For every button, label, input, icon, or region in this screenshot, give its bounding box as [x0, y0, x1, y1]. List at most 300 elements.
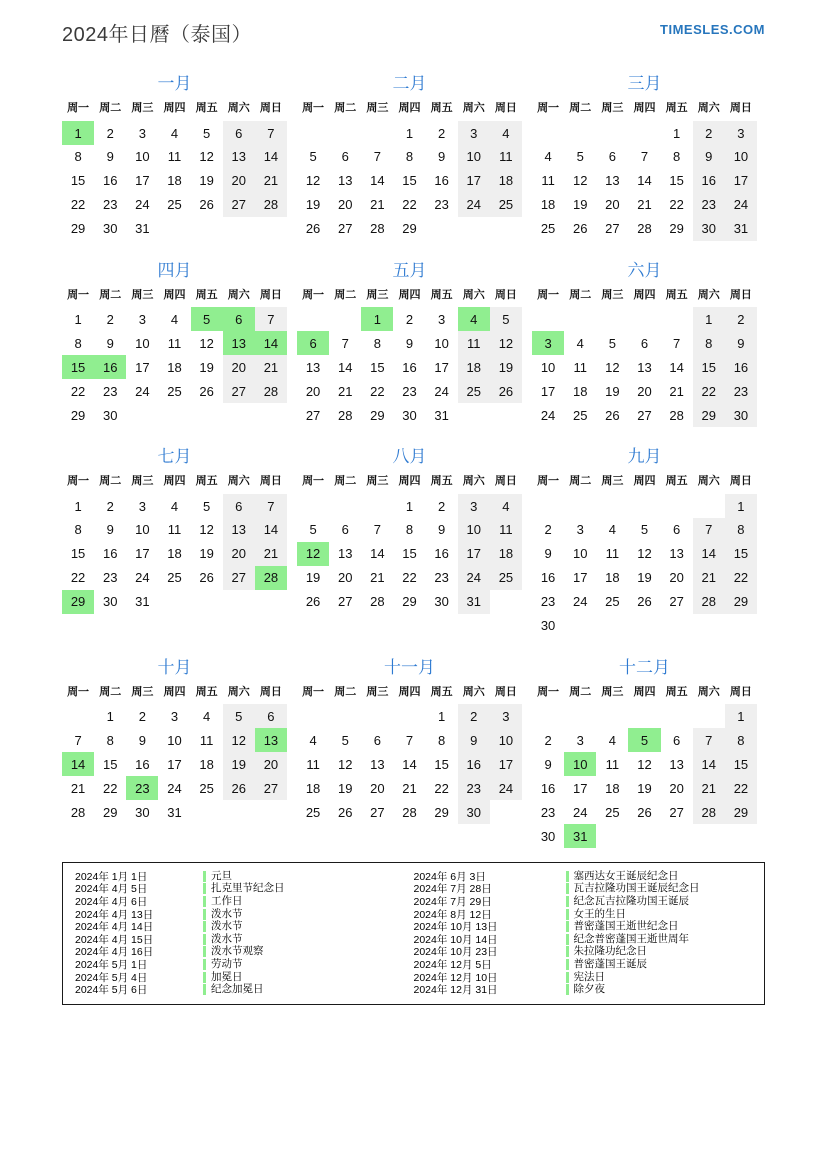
calendar-day: 4	[170, 125, 179, 141]
calendar-day: 9	[693, 145, 725, 169]
calendar-day: 3	[170, 709, 179, 725]
calendar-day: 11	[167, 522, 182, 537]
calendar-day	[426, 217, 458, 241]
calendar-day: 26	[199, 570, 214, 585]
calendar-day: 24	[540, 407, 556, 423]
calendar-day: 31	[135, 221, 150, 236]
calendar-day: 8	[673, 149, 681, 164]
month-title: 四月	[157, 260, 192, 280]
calendar-day: 10	[540, 359, 556, 375]
calendar-day: 14	[370, 173, 385, 188]
calendar-day: 1	[74, 312, 82, 328]
month-calendar	[62, 260, 287, 428]
calendar-day: 4	[576, 335, 584, 351]
calendar-day: 19	[637, 780, 652, 796]
calendar-day: 31	[564, 824, 596, 848]
holiday-legend	[62, 862, 765, 1005]
calendar-day: 23	[693, 193, 725, 217]
calendar-day: 2	[458, 704, 490, 728]
weekday-header: 周一	[532, 472, 564, 494]
legend-holiday-name: 塞西达女王诞辰纪念日	[566, 871, 679, 882]
weekday-header: 周日	[725, 472, 757, 494]
calendar-day: 13	[370, 756, 385, 772]
calendar-day	[490, 590, 522, 614]
calendar-day: 22	[725, 566, 757, 590]
month-table	[532, 99, 757, 241]
weekday-header: 周四	[393, 683, 425, 705]
calendar-day: 20	[337, 570, 353, 585]
legend-holiday-name: 扎克里节纪念日	[203, 883, 285, 894]
calendar-day: 16	[402, 359, 417, 375]
timesles-logo-link[interactable]: TIMESLES.COM	[660, 22, 765, 37]
calendar-day: 11	[167, 335, 182, 351]
calendar-day: 16	[102, 546, 118, 561]
calendar-day: 12	[572, 173, 588, 188]
weekday-header: 周三	[596, 683, 628, 705]
calendar-day: 6	[373, 732, 381, 748]
calendar-day: 7	[640, 149, 649, 164]
calendar-day: 1	[106, 709, 114, 725]
calendar-day: 23	[102, 197, 118, 212]
weekday-header: 周二	[564, 472, 596, 494]
calendar-day: 26	[637, 594, 652, 609]
weekday-header: 周六	[223, 99, 255, 121]
calendar-day: 27	[223, 193, 255, 217]
calendar-day: 22	[434, 780, 449, 796]
month-title: 一月	[157, 74, 192, 93]
calendar-day: 6	[673, 732, 681, 748]
calendar-day	[628, 121, 660, 145]
calendar-day	[297, 494, 329, 518]
calendar-day	[361, 494, 393, 518]
calendar-day: 30	[102, 407, 118, 423]
calendar-day: 25	[605, 804, 620, 820]
weekday-header: 周四	[158, 683, 190, 705]
calendar-day: 3	[138, 498, 146, 514]
weekday-header: 周三	[596, 99, 628, 121]
calendar-day: 9	[106, 522, 114, 537]
calendar-day: 27	[370, 804, 385, 820]
month-title: 五月	[392, 260, 427, 280]
calendar-day: 11	[490, 145, 522, 169]
calendar-day	[693, 494, 725, 518]
calendar-day: 13	[337, 173, 353, 188]
calendar-day: 27	[255, 776, 287, 800]
calendar-day: 3	[458, 494, 490, 518]
calendar-day	[191, 217, 223, 241]
weekday-header: 周五	[191, 683, 223, 705]
weekday-header: 周五	[661, 472, 693, 494]
calendar-day	[223, 800, 255, 824]
calendar-day: 15	[70, 173, 86, 188]
calendar-day	[158, 590, 190, 614]
month-calendar	[297, 260, 522, 428]
calendar-day: 12	[297, 542, 329, 566]
calendar-day: 28	[637, 221, 652, 236]
legend-date: 2024年 4月 16日	[75, 946, 154, 959]
calendar-day: 23	[102, 383, 118, 399]
calendar-day: 2	[544, 732, 552, 748]
calendar-day: 16	[94, 355, 126, 379]
weekday-header: 周一	[62, 286, 94, 308]
calendar-day: 29	[693, 403, 725, 427]
calendar-day: 11	[605, 756, 620, 772]
calendar-day: 24	[167, 780, 182, 796]
month-title: 十二月	[619, 657, 670, 677]
calendar-day: 1	[405, 498, 414, 514]
calendar-day	[223, 403, 255, 427]
calendar-day: 11	[573, 359, 587, 375]
legend-holiday-name: 泼水节	[203, 921, 243, 932]
legend-holiday-name: 泼水节观察	[203, 946, 264, 957]
calendar-day: 22	[102, 780, 118, 796]
calendar-day: 14	[255, 518, 287, 542]
calendar-day: 17	[540, 383, 556, 399]
calendar-day	[628, 614, 660, 638]
calendar-day: 9	[405, 335, 414, 351]
calendar-day	[693, 614, 725, 638]
calendar-day: 18	[167, 546, 182, 561]
legend-holiday-name: 瓦吉拉隆功国王诞辰纪念日	[566, 883, 700, 894]
calendar-day	[191, 403, 223, 427]
calendar-day: 14	[402, 756, 417, 772]
calendar-day: 19	[572, 197, 588, 212]
weekday-header: 周四	[158, 472, 190, 494]
weekday-header: 周日	[490, 99, 522, 121]
calendar-day: 27	[669, 594, 684, 609]
calendar-day: 21	[255, 169, 287, 193]
calendar-day: 28	[337, 407, 353, 423]
calendar-day: 15	[725, 752, 757, 776]
calendar-day	[191, 800, 223, 824]
calendar-day	[596, 614, 628, 638]
calendar-day: 31	[725, 217, 757, 241]
calendar-day: 11	[541, 173, 555, 188]
calendar-day: 1	[361, 307, 393, 331]
calendar-day: 5	[628, 728, 660, 752]
calendar-day	[255, 800, 287, 824]
calendar-day: 6	[341, 149, 349, 164]
calendar-day: 14	[669, 359, 684, 375]
weekday-header: 周日	[490, 286, 522, 308]
calendar-day: 25	[572, 407, 588, 423]
month-calendar	[532, 657, 757, 849]
calendar-day: 1	[74, 498, 82, 514]
calendar-day	[223, 217, 255, 241]
calendar-day: 13	[605, 173, 620, 188]
calendar-day: 18	[490, 169, 522, 193]
calendar-day	[532, 121, 564, 145]
calendar-day: 21	[255, 542, 287, 566]
calendar-day: 31	[434, 407, 449, 423]
calendar-day	[297, 121, 329, 145]
calendar-day	[661, 494, 693, 518]
calendar-day: 7	[341, 335, 349, 351]
weekday-header: 周六	[223, 683, 255, 705]
legend-row	[75, 983, 414, 996]
calendar-day: 14	[255, 145, 287, 169]
calendar-day: 2	[405, 312, 414, 328]
weekday-header: 周二	[94, 286, 126, 308]
calendar-day	[596, 824, 628, 848]
month-calendar	[62, 657, 287, 849]
legend-holiday-name: 除夕夜	[566, 984, 606, 995]
calendar-day	[62, 704, 94, 728]
calendar-day	[158, 403, 190, 427]
legend-date: 2024年 5月 6日	[75, 984, 148, 997]
calendar-day: 6	[223, 307, 255, 331]
calendar-day: 9	[438, 149, 446, 164]
calendar-day: 15	[402, 546, 417, 561]
calendar-day: 5	[309, 522, 317, 537]
calendar-day: 16	[434, 173, 449, 188]
legend-holiday-name: 纪念加冕日	[203, 984, 264, 995]
weekday-header: 周三	[361, 472, 393, 494]
calendar-day: 19	[199, 359, 214, 375]
calendar-day: 27	[637, 407, 652, 423]
calendar-day: 22	[402, 197, 417, 212]
calendar-day: 16	[725, 355, 757, 379]
month-calendar	[532, 73, 757, 241]
weekday-header: 周一	[532, 286, 564, 308]
calendar-day	[596, 704, 628, 728]
legend-date: 2024年 4月 6日	[75, 895, 148, 908]
calendar-day: 30	[135, 804, 150, 820]
calendar-day: 28	[370, 221, 385, 236]
calendar-day: 10	[725, 145, 757, 169]
calendar-day: 20	[669, 780, 684, 796]
calendar-day: 27	[223, 379, 255, 403]
weekday-header: 周五	[661, 99, 693, 121]
weekday-header: 周一	[62, 99, 94, 121]
calendar-day: 8	[405, 522, 414, 537]
calendar-day: 17	[458, 542, 490, 566]
calendar-day: 5	[309, 149, 317, 164]
month-calendar	[532, 446, 757, 638]
calendar-day: 30	[402, 407, 417, 423]
calendar-day: 17	[135, 546, 150, 561]
calendar-day: 14	[337, 359, 353, 375]
calendar-day	[255, 217, 287, 241]
legend-date: 2024年 5月 4日	[75, 971, 148, 984]
calendar-day: 4	[608, 522, 616, 537]
calendar-day: 3	[138, 312, 146, 328]
calendar-day: 16	[102, 173, 118, 188]
calendar-day	[596, 307, 628, 331]
calendar-day: 6	[608, 149, 616, 164]
calendar-day: 20	[637, 383, 652, 399]
calendar-day: 3	[725, 121, 757, 145]
calendar-day: 2	[438, 498, 446, 514]
calendar-day: 17	[572, 780, 588, 796]
legend-column	[75, 870, 414, 996]
calendar-day: 27	[669, 804, 684, 820]
calendar-day: 7	[373, 522, 381, 537]
calendar-day: 6	[297, 331, 329, 355]
month-calendar	[297, 73, 522, 241]
calendar-day: 24	[135, 570, 150, 585]
calendar-day: 1	[693, 307, 725, 331]
calendar-day: 11	[167, 149, 182, 164]
calendar-day: 23	[540, 804, 556, 820]
calendar-day: 5	[640, 522, 649, 537]
month-table	[297, 472, 522, 614]
calendar-day: 10	[572, 546, 588, 561]
calendar-day: 9	[438, 522, 446, 537]
calendar-day: 15	[102, 756, 118, 772]
calendar-day: 13	[669, 546, 684, 561]
legend-holiday-name: 普密蓬国王逝世纪念日	[566, 921, 679, 932]
page-title: 2024年日曆（泰国）	[62, 24, 252, 46]
calendar-day: 8	[438, 732, 446, 748]
calendar-day: 25	[540, 221, 556, 236]
calendar-day	[532, 307, 564, 331]
weekday-header: 周二	[564, 99, 596, 121]
calendar-day	[458, 403, 490, 427]
calendar-day: 30	[458, 800, 490, 824]
legend-holiday-name: 加冕日	[203, 972, 243, 983]
weekday-header: 周二	[94, 683, 126, 705]
calendar-day: 26	[337, 804, 353, 820]
weekday-header: 周一	[62, 472, 94, 494]
calendar-day	[628, 307, 660, 331]
calendar-day: 25	[490, 566, 522, 590]
calendar-day	[329, 121, 361, 145]
calendar-day: 26	[305, 594, 321, 609]
calendar-day	[564, 494, 596, 518]
calendar-day: 30	[102, 221, 118, 236]
calendar-day: 10	[490, 728, 522, 752]
calendar-day: 10	[135, 335, 150, 351]
calendar-day: 6	[640, 335, 649, 351]
calendar-day: 16	[540, 780, 556, 796]
calendar-day: 22	[402, 570, 417, 585]
calendar-day: 10	[135, 149, 150, 164]
calendar-day: 8	[693, 331, 725, 355]
calendar-day: 18	[458, 355, 490, 379]
month-title: 七月	[157, 447, 192, 466]
legend-date: 2024年 7月 29日	[413, 895, 492, 908]
calendar-day: 7	[405, 732, 414, 748]
calendar-day: 4	[490, 121, 522, 145]
weekday-header: 周六	[458, 472, 490, 494]
weekday-header: 周三	[126, 472, 158, 494]
legend-date: 2024年 12月 10日	[413, 971, 498, 984]
weekday-header: 周日	[255, 99, 287, 121]
calendar-day: 8	[106, 732, 114, 748]
legend-row	[414, 983, 753, 996]
calendar-day	[661, 824, 693, 848]
calendar-day: 22	[725, 776, 757, 800]
calendar-day: 18	[572, 383, 588, 399]
calendar-day: 1	[405, 125, 414, 141]
calendar-day: 3	[458, 121, 490, 145]
calendar-day: 4	[170, 498, 179, 514]
calendar-day: 13	[669, 756, 684, 772]
calendar-day: 10	[458, 145, 490, 169]
calendar-day: 17	[135, 173, 150, 188]
calendar-day: 28	[402, 804, 417, 820]
calendar-day: 10	[167, 732, 182, 748]
weekday-header: 周四	[393, 472, 425, 494]
calendar-day: 15	[434, 756, 449, 772]
month-table	[532, 472, 757, 638]
calendar-day: 24	[135, 383, 150, 399]
calendar-day	[329, 307, 361, 331]
calendar-day: 29	[70, 221, 86, 236]
calendar-day	[532, 704, 564, 728]
legend-date: 2024年 8月 12日	[413, 908, 492, 921]
weekday-header: 周六	[458, 286, 490, 308]
calendar-day: 29	[725, 800, 757, 824]
calendar-day: 17	[135, 359, 150, 375]
calendar-day	[361, 704, 393, 728]
calendar-day: 23	[102, 570, 118, 585]
calendar-day	[564, 307, 596, 331]
calendar-day: 18	[605, 780, 620, 796]
calendar-day: 4	[490, 494, 522, 518]
weekday-header: 周一	[297, 99, 329, 121]
calendar-day: 20	[223, 169, 255, 193]
calendar-day: 16	[135, 756, 150, 772]
calendar-day: 8	[74, 522, 82, 537]
calendar-day: 19	[305, 197, 321, 212]
calendar-day	[255, 590, 287, 614]
legend-holiday-name: 元旦	[203, 871, 232, 882]
calendar-day: 28	[669, 407, 684, 423]
calendar-day: 15	[725, 542, 757, 566]
calendar-day: 17	[572, 570, 588, 585]
calendar-day: 23	[126, 776, 158, 800]
calendar-day: 16	[434, 546, 449, 561]
calendar-day: 28	[693, 590, 725, 614]
calendar-day: 22	[70, 383, 86, 399]
weekday-header: 周五	[426, 472, 458, 494]
weekday-header: 周五	[191, 472, 223, 494]
calendar-day: 4	[608, 732, 616, 748]
calendar-day: 13	[337, 546, 353, 561]
calendar-day: 30	[725, 403, 757, 427]
calendar-day: 18	[490, 542, 522, 566]
calendar-day: 3	[438, 312, 446, 328]
legend-date: 2024年 10月 14日	[413, 933, 498, 946]
calendar-day: 7	[255, 121, 287, 145]
weekday-header: 周五	[426, 99, 458, 121]
calendar-day: 10	[434, 335, 449, 351]
calendar-day: 14	[693, 752, 725, 776]
month-title: 十月	[157, 657, 192, 677]
calendar-day: 13	[223, 518, 255, 542]
calendar-day: 2	[693, 121, 725, 145]
calendar-day: 27	[337, 594, 353, 609]
calendar-day: 10	[458, 518, 490, 542]
weekday-header: 周一	[62, 683, 94, 705]
calendar-day: 21	[693, 776, 725, 800]
calendar-day: 28	[255, 566, 287, 590]
calendar-day: 25	[199, 780, 214, 796]
weekday-header: 周六	[223, 472, 255, 494]
legend-date: 2024年 1月 1日	[75, 870, 148, 883]
calendar-day: 5	[608, 335, 616, 351]
calendar-day: 21	[370, 197, 385, 212]
weekday-header: 周日	[255, 472, 287, 494]
calendar-day: 4	[309, 732, 317, 748]
calendar-day: 12	[605, 359, 620, 375]
weekday-header: 周四	[158, 99, 190, 121]
calendar-day: 4	[203, 709, 211, 725]
weekday-header: 周四	[628, 472, 660, 494]
calendar-day: 19	[605, 383, 620, 399]
